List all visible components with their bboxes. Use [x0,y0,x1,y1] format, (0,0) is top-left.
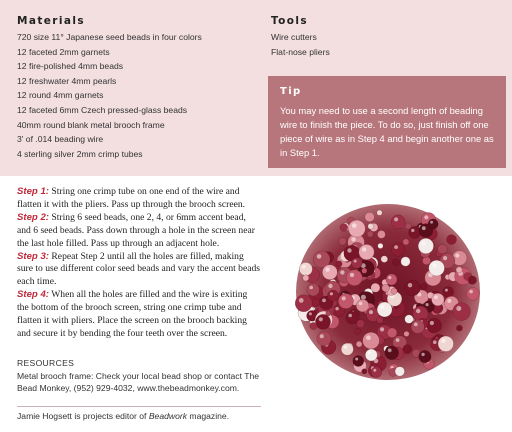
step-4 [17,289,261,341]
magazine-name: Beadwork [148,411,188,421]
bead-highlight [320,334,324,338]
step-label: Step 2: [17,211,49,223]
list-item: 40mm round blank metal brooch frame [17,119,165,130]
bead-highlight [373,369,376,372]
bead [368,223,374,229]
bead-highlight [340,270,344,274]
bead [346,311,359,324]
bead [340,224,348,232]
bead-highlight [380,327,384,331]
beaded-brooch-photo [270,180,506,396]
bead [405,280,421,296]
byline-text-end: magazine. [187,411,230,421]
bead [443,287,454,298]
bead [468,276,476,284]
bead-highlight [394,217,398,221]
bead [418,238,433,253]
resources-section [17,357,267,395]
bead [429,260,445,276]
bead-highlight [322,299,326,303]
bead-highlight [319,317,323,321]
bead-highlight [328,284,332,288]
bead-highlight [421,353,424,356]
bead [422,257,430,265]
bead-highlight [362,247,366,251]
bead [339,238,347,246]
bead [391,243,405,257]
bead [363,332,380,349]
bead-highlight [352,223,357,228]
bead [391,288,397,294]
bead-highlight [469,290,473,294]
bead-highlight [354,260,357,263]
bead [432,293,445,306]
bead-highlight [369,310,373,314]
bead [382,284,390,292]
bead-highlight [359,302,363,306]
bead [310,322,317,329]
bead-highlight [366,335,371,340]
bead [341,343,353,355]
tools-heading: Tools [271,15,309,27]
bead-highlight [351,237,356,242]
bead-highlight [299,298,304,303]
bead [427,318,442,333]
list-item: 12 faceted 6mm Czech pressed-glass beads [17,104,188,115]
bead [387,328,397,338]
bead [438,336,454,352]
tip-text: You may need to use a second length of beading wire to finish the piece. To do so, just finish off one piece of wire as in Step 4 and begin another one as in Step 1. [280,105,494,158]
step-text: When all the holes are filled and the wire is exiting the bottom of the brooch screen, string one crimp tube and flatten it with pliers. Place the screen on the brooch backing and secure it by bending the four teeth over the screen. [17,289,248,339]
bead-highlight [414,323,418,327]
list-item: 4 sterling silver 2mm crimp tubes [17,148,143,159]
bead-highlight [355,358,358,361]
bead [365,349,377,361]
bead-highlight [335,307,338,310]
bead-highlight [344,345,347,348]
list-item: 12 fire-polished 4mm beads [17,61,124,72]
bead-highlight [421,241,425,245]
bead-highlight [348,314,352,318]
bead-highlight [424,215,428,219]
tools-list [271,30,330,59]
bead [351,258,362,269]
bead-highlight [434,296,438,300]
bead [356,299,369,312]
bead [378,243,383,248]
bead [355,328,361,334]
steps-section [17,186,261,341]
materials-list [17,30,202,161]
bead-highlight [361,295,366,300]
list-item: 720 size 11° Japanese seed beads in four colors [17,32,202,42]
bead-highlight [455,253,459,257]
bead-highlight [368,351,371,354]
bead-highlight [309,286,313,290]
step-label: Step 3: [17,250,49,262]
bead-highlight [317,254,322,259]
list-item: 12 faceted 2mm garnets [17,46,110,57]
bead [328,290,339,301]
materials-heading: Materials [17,15,85,27]
bead [419,350,431,362]
bead-highlight [416,309,420,313]
list-item: Flat-nose pliers [271,46,330,57]
bead [362,268,367,273]
step-3 [17,251,261,290]
byline-text: Jamie Hogsett is projects editor of [17,411,149,421]
step-label: Step 4: [17,289,49,301]
bead-highlight [441,339,445,343]
step-text: Repeat Step 2 until all the holes are filled, making sure to use different color seed beads and vary the accent beads each time. [17,250,261,288]
list-item: 3' of .014 beading wire [17,134,104,145]
bead [395,367,405,377]
bead-highlight [394,245,398,249]
bead-highlight [411,229,414,232]
bead [362,369,367,374]
list-item: 12 freshwater 4mm pearls [17,75,117,86]
bead [353,356,364,367]
bead [392,259,399,266]
list-item: 12 round 4mm garnets [17,90,104,101]
bead [447,235,457,245]
bead-highlight [408,283,412,287]
bead [348,220,365,237]
bead [299,262,312,275]
bead-highlight [330,292,333,295]
bead [456,325,462,331]
bead [317,332,331,346]
bead [356,341,362,347]
bead-highlight [388,348,392,352]
step-text: String 6 seed beads, one 2, 4, or 6mm accent bead, and 6 seed beads. Pass down through a hole in the screen near the last hole filled. Pass up through an adjacent hole. [17,211,255,249]
bead-highlight [456,306,461,311]
bead-highlight [432,263,436,267]
bead [405,223,411,229]
bead [405,315,414,324]
bead-highlight [433,340,437,344]
tip-heading: Tip [280,86,302,97]
bead [404,331,409,336]
bead-highlight [447,299,451,303]
bead-highlight [388,276,391,279]
bead [371,367,382,378]
bead [311,298,320,307]
bead [377,317,384,324]
resources-heading: RESOURCES [17,358,75,368]
bead [295,295,312,312]
author-byline [17,411,229,421]
bead [377,302,392,317]
bead-highlight [380,305,384,309]
bead-highlight [350,273,354,277]
bead-highlight [422,226,426,230]
bead [467,287,480,300]
bead-highlight [342,296,346,300]
bead-highlight [347,248,351,252]
step-text: String one crimp tube on one end of the wire and flatten it with the pliers. Pass up through the brooch screen. [17,186,246,210]
bead [386,274,397,285]
bead [322,265,337,280]
bead [411,320,424,333]
bead-highlight [309,312,312,315]
bead [456,267,462,273]
step-1 [17,186,261,212]
bead [385,346,399,360]
bead [303,275,309,281]
bead-highlight [326,268,330,272]
bead [421,283,428,290]
bead [367,231,373,237]
bead-highlight [302,265,306,269]
bead [381,256,388,263]
tip-box [268,76,506,168]
bead [377,230,385,238]
step-label: Step 1: [17,186,49,197]
step-2 [17,212,261,251]
bead-highlight [445,289,448,292]
bead [307,283,320,296]
bead [338,294,353,309]
bead-highlight [396,338,400,342]
bead-highlight [426,303,429,306]
bead [377,210,382,215]
bead [336,261,342,267]
bead-highlight [430,321,434,325]
bead [453,303,471,321]
bead [403,239,409,245]
bead [403,345,412,354]
resources-text: Metal brooch frame: Check your local bead shop or contact The Bead Monkey, (952) 929-4032, www.thebeadmonkey.com. [17,370,260,394]
bead [346,270,362,286]
bead [401,257,410,266]
bead [365,212,375,222]
bead-highlight [443,256,447,260]
bead [428,219,438,229]
bead-highlight [430,221,433,224]
bead [359,244,374,259]
bead [391,215,405,229]
bead [316,314,331,329]
list-item: Wire cutters [271,32,317,42]
divider [17,406,261,407]
bead [438,244,448,254]
